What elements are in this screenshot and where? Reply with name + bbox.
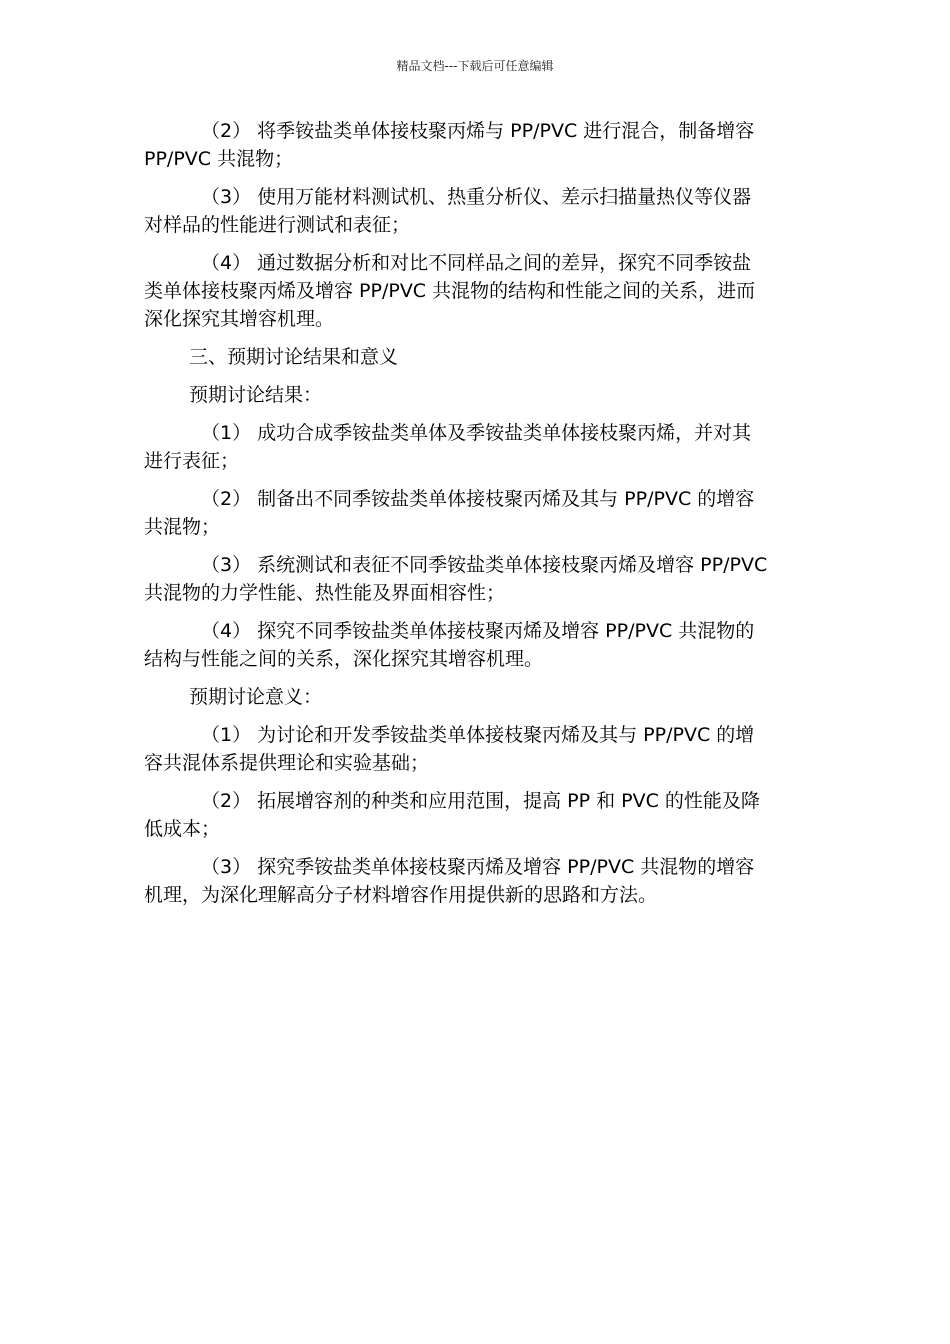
text-line: （2） 制备出不同季铵盐类单体接枝聚丙烯及其与 PP/PVC 的增容 — [201, 488, 755, 510]
text-line: 共混物的力学性能、热性能及界面相容性； — [144, 582, 506, 604]
text-line: 机理，为深化理解高分子材料增容作用提供新的思路和方法。 — [144, 884, 658, 906]
text-line: （1） 成功合成季铵盐类单体及季铵盐类单体接枝聚丙烯，并对其 — [201, 422, 752, 444]
text-line: 预期讨论结果： — [189, 384, 323, 406]
text-line: 容共混体系提供理论和实验基础； — [144, 752, 430, 774]
text-line: 低成本； — [144, 818, 221, 840]
text-line: 预期讨论意义： — [189, 686, 323, 708]
text-line: 对样品的性能进行测试和表征； — [144, 214, 411, 236]
section-heading — [144, 381, 809, 409]
text-line: （4） 通过数据分析和对比不同样品之间的差异，探究不同季铵盐 — [201, 252, 752, 274]
document-body — [144, 117, 809, 919]
list-item-paragraph — [144, 419, 809, 475]
section-heading — [144, 683, 809, 711]
text-line: 深化探究其增容机理。 — [144, 308, 335, 330]
text-line: 共混物； — [144, 516, 221, 538]
text-line: （3） 系统测试和表征不同季铵盐类单体接枝聚丙烯及增容 PP/PVC — [201, 554, 768, 576]
list-item-paragraph — [144, 249, 809, 333]
text-line: 三、预期讨论结果和意义 — [189, 346, 399, 368]
page-header: 精品文档---下载后可任意编辑 — [396, 59, 554, 73]
list-item-paragraph — [144, 853, 809, 909]
text-line: （3） 探究季铵盐类单体接枝聚丙烯及增容 PP/PVC 共混物的增容 — [201, 856, 755, 878]
list-item-paragraph — [144, 551, 809, 607]
text-line: （4） 探究不同季铵盐类单体接枝聚丙烯及增容 PP/PVC 共混物的 — [201, 620, 755, 642]
list-item-paragraph — [144, 617, 809, 673]
list-item-paragraph — [144, 117, 809, 173]
text-line: 结构与性能之间的关系，深化探究其增容机理。 — [144, 648, 544, 670]
list-item-paragraph — [144, 721, 809, 777]
text-line: （2） 拓展增容剂的种类和应用范围，提高 PP 和 PVC 的性能及降 — [201, 790, 760, 812]
list-item-paragraph — [144, 787, 809, 843]
text-line: 类单体接枝聚丙烯及增容 PP/PVC 共混物的结构和性能之间的关系，进而 — [144, 280, 756, 302]
text-line: （2） 将季铵盐类单体接枝聚丙烯与 PP/PVC 进行混合，制备增容 — [201, 120, 755, 142]
section-heading — [144, 343, 809, 371]
list-item-paragraph — [144, 183, 809, 239]
list-item-paragraph — [144, 485, 809, 541]
text-line: PP/PVC 共混物； — [144, 148, 294, 170]
text-line: （1） 为讨论和开发季铵盐类单体接枝聚丙烯及其与 PP/PVC 的增 — [201, 724, 755, 746]
text-line: （3） 使用万能材料测试机、热重分析仪、差示扫描量热仪等仪器 — [201, 186, 752, 208]
text-line: 进行表征； — [144, 450, 240, 472]
